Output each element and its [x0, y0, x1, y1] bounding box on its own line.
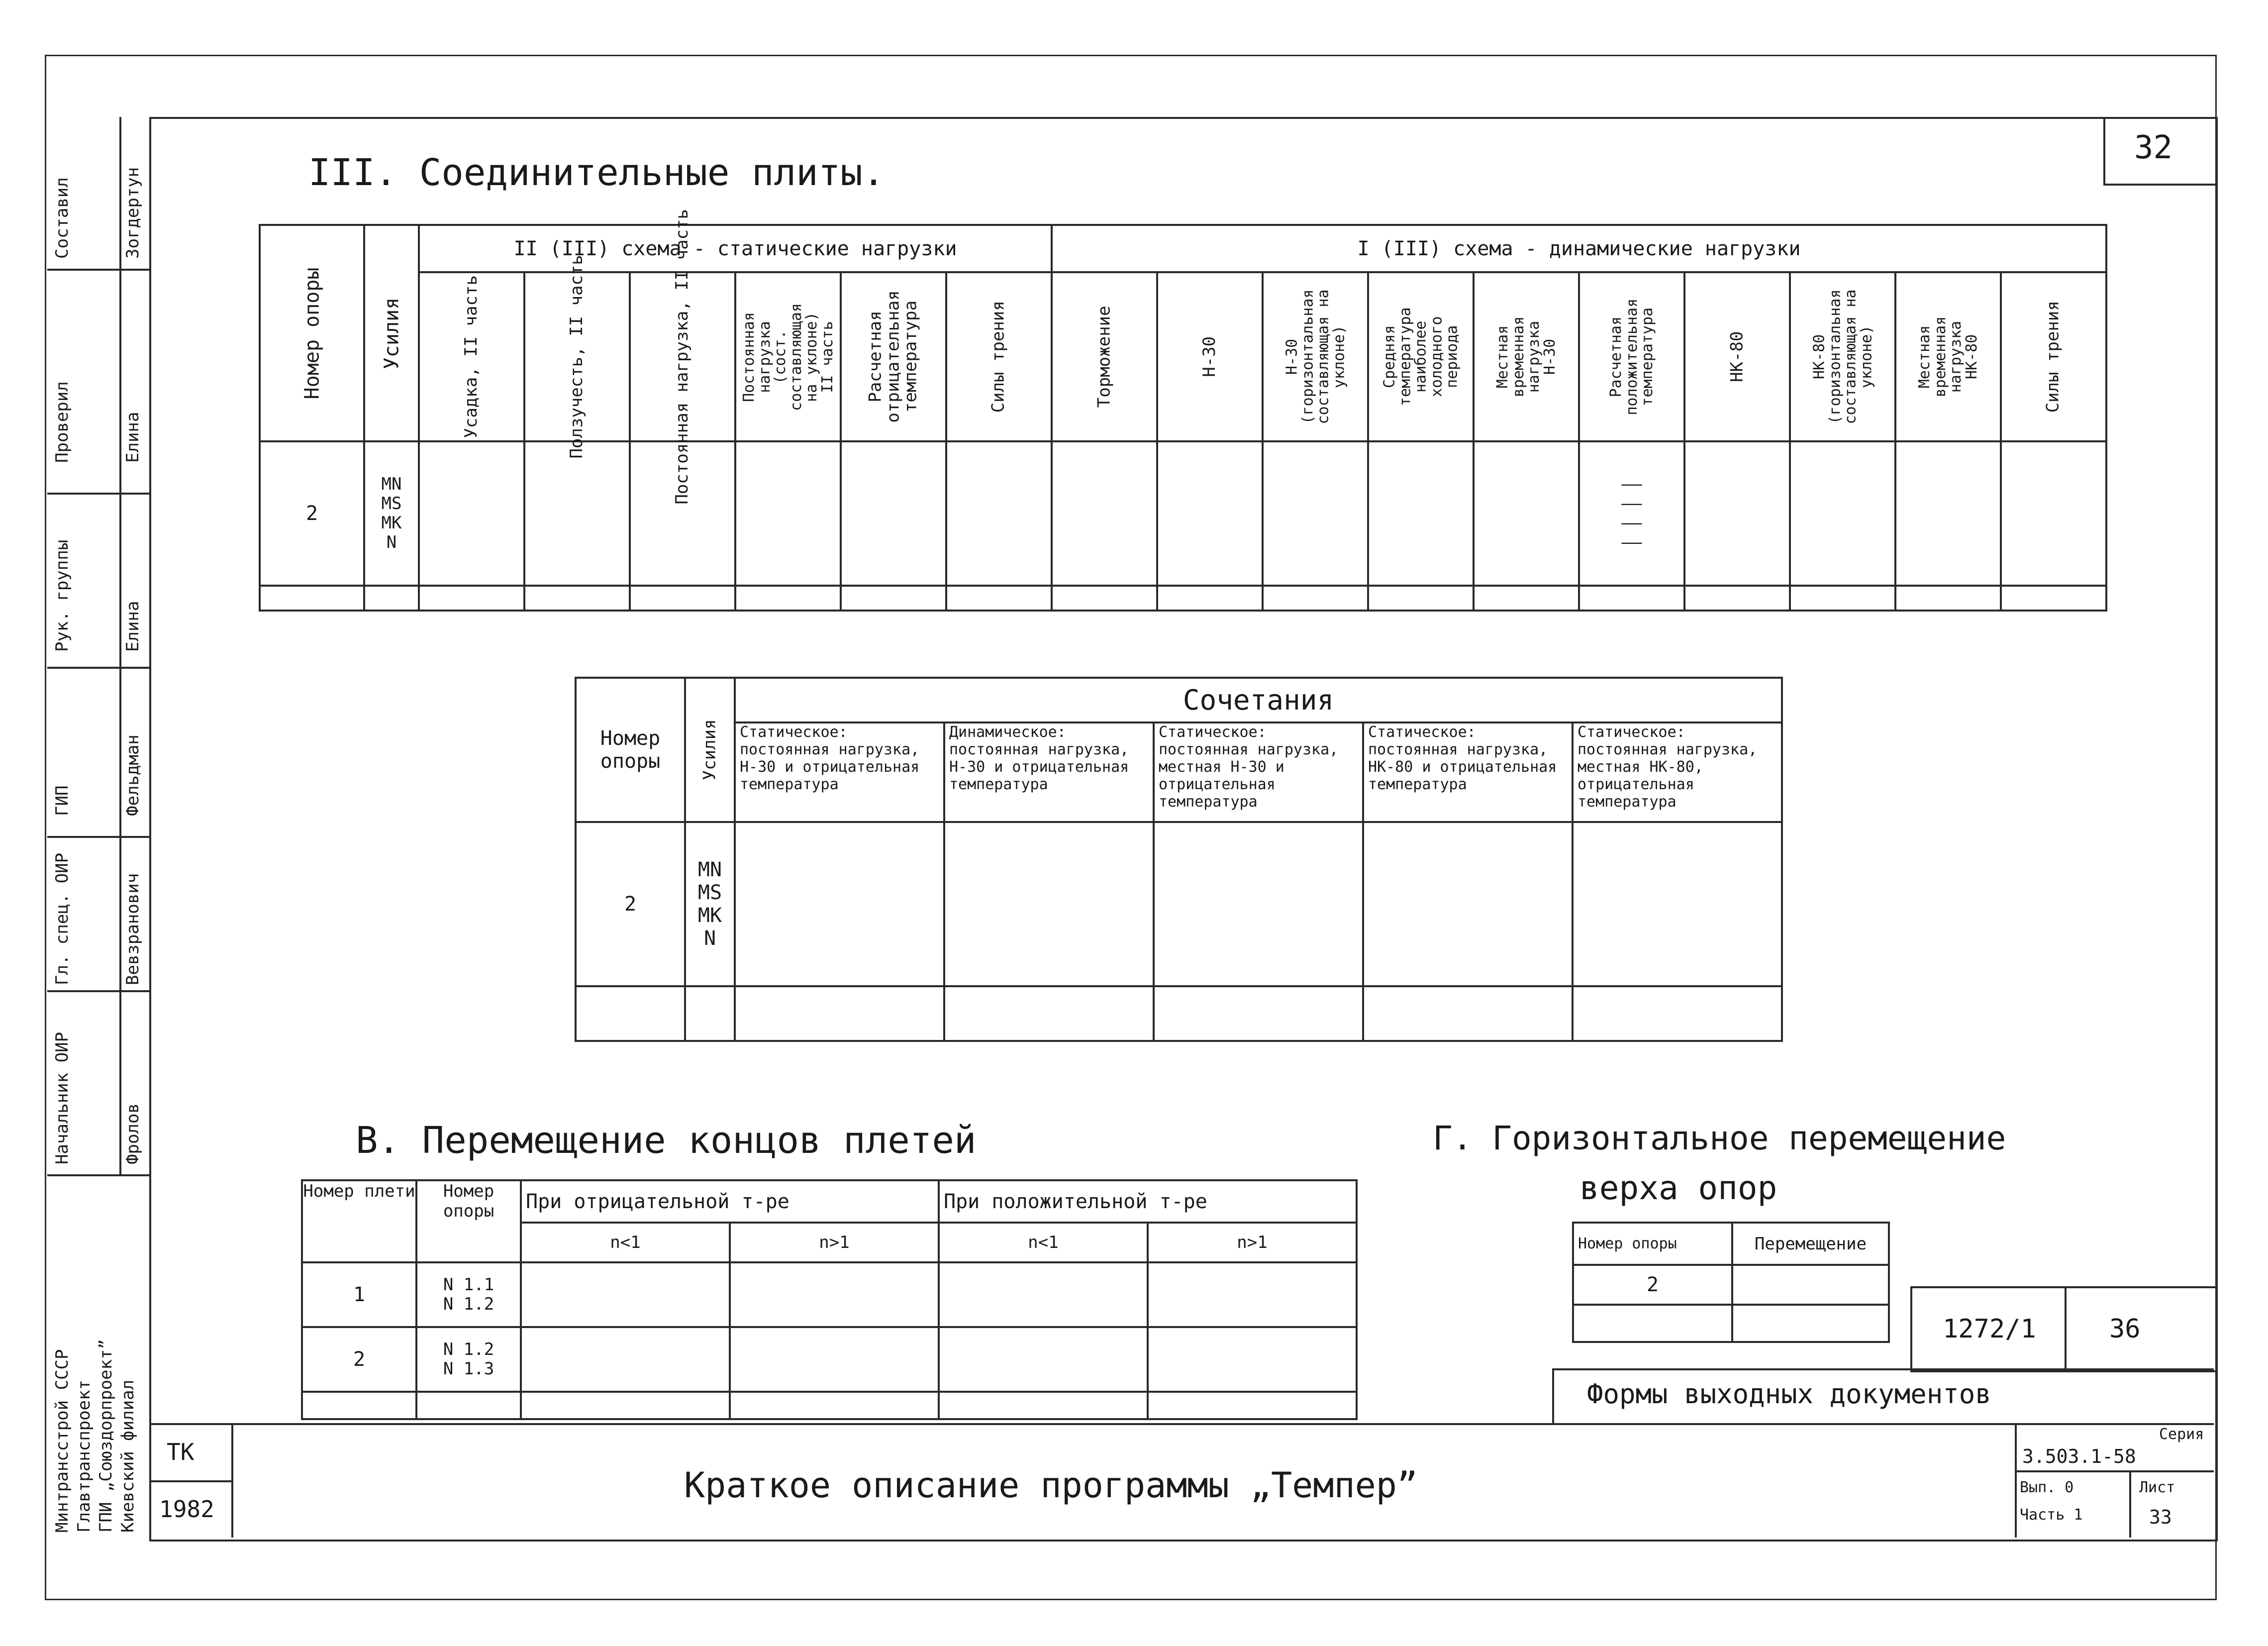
- table-cell: [1157, 441, 1263, 586]
- t1-row-efforts: [364, 441, 419, 586]
- table-cell: [1154, 822, 1363, 986]
- table-cell: [1573, 822, 1782, 986]
- signer-role-2: Проверил: [52, 381, 72, 463]
- side-stamp-sep-6: [47, 1174, 149, 1176]
- table-cell: [419, 586, 524, 611]
- t3-sub-4: n>1: [1148, 1223, 1357, 1262]
- signer-name-3: Елина: [123, 601, 143, 652]
- table-cell: [521, 1262, 730, 1327]
- table-combinations: [575, 677, 1783, 1042]
- t3-row1-whip: 1: [302, 1262, 416, 1327]
- series-value: 3.503.1-58: [2022, 1445, 2136, 1467]
- t2-header: Сочетания: [735, 678, 1782, 722]
- table-cell: [1684, 441, 1790, 586]
- t3-sub-2: n>1: [730, 1223, 939, 1262]
- table-cell: [1474, 586, 1579, 611]
- t2-col-2: Динамическое: постоянная нагрузка, Н-30 и отрицательная температура: [944, 722, 1154, 822]
- table-cell: [1732, 1305, 1889, 1342]
- table-cell: [1573, 986, 1782, 1041]
- t2-col-support: Номер опоры: [576, 678, 685, 822]
- t2-col-4: Статическое: постоянная нагрузка, НК-80 и отрицательная температура: [1363, 722, 1573, 822]
- table-cell: [630, 586, 735, 611]
- t3-row2-whip: 2: [302, 1327, 416, 1392]
- code-box-divider: [2065, 1286, 2067, 1368]
- section-g-title-2: верха опор: [1579, 1169, 1777, 1207]
- table-cell: [685, 986, 735, 1041]
- signer-name-6: Фролов: [123, 1103, 143, 1164]
- table-cell: [946, 586, 1052, 611]
- series-box-mid: [2015, 1470, 2214, 1472]
- table-cell: [944, 986, 1154, 1041]
- t1-dash-cell: —— —— —— ——: [1579, 441, 1684, 586]
- org-line-3: ГПИ „Союздорпроект”: [96, 1339, 116, 1533]
- t2-effort-1: MN: [697, 858, 722, 881]
- t1-dyn-col-7: НК-80: [1684, 272, 1790, 441]
- series-box-left: [2015, 1423, 2017, 1538]
- t3-row2-supports: N 1.2 N 1.3: [416, 1327, 521, 1392]
- table-cell: [302, 1392, 416, 1419]
- table-cell: [1052, 586, 1157, 611]
- table-cell: [841, 586, 946, 611]
- document-main-title: Краткое описание программы „Темпер”: [684, 1465, 1418, 1506]
- t3-neg-temp: При отрицательной т-ре: [521, 1180, 939, 1223]
- side-stamp-divider: [149, 117, 151, 1538]
- table-cell: [1052, 441, 1157, 586]
- part-label: Часть 1: [2020, 1506, 2083, 1524]
- table-cell: [1368, 441, 1474, 586]
- table-cell: [735, 822, 944, 986]
- table-cell: [1148, 1392, 1357, 1419]
- table-cell: [841, 441, 946, 586]
- table-cell: [1263, 441, 1368, 586]
- table-whip-ends: [301, 1179, 1358, 1420]
- t2-effort-4: N: [703, 927, 716, 950]
- section-g-title-1: Г. Горизонтальное перемещение: [1433, 1119, 2006, 1157]
- sheet-number: 36: [2109, 1314, 2141, 1344]
- series-box-divider: [2129, 1470, 2131, 1538]
- signer-name-4: Фельдман: [123, 734, 143, 816]
- side-stamp-sep-5: [47, 990, 149, 992]
- t1-effort-3: MK: [381, 513, 402, 533]
- table-cell: [1157, 586, 1263, 611]
- t3-sub-1: n<1: [521, 1223, 730, 1262]
- t2-col-5: Статическое: постоянная нагрузка, местная НК-80, отрицательная температура: [1573, 722, 1782, 822]
- table-cell: [419, 441, 524, 586]
- page-number: 32: [2134, 129, 2173, 166]
- signer-role-5: Гл. спец. ОИР: [52, 852, 72, 985]
- table-cell: [1579, 586, 1684, 611]
- t1-dyn-col-2: Н-30: [1157, 272, 1263, 441]
- table-row: [302, 1262, 1357, 1327]
- table-cell: [1895, 441, 2001, 586]
- t1-static-col-6: Силы трения: [946, 272, 1052, 441]
- table-cell: [1573, 1305, 1732, 1342]
- table-connecting-plates: [259, 209, 2107, 612]
- t2-effort-3: MK: [697, 904, 722, 927]
- t3-col-whip: Номер плети: [302, 1180, 416, 1262]
- table-cell: [1368, 586, 1474, 611]
- table-cell: [521, 1327, 730, 1392]
- table-cell: [576, 986, 685, 1041]
- t1-dyn-col-9: Местная временная нагрузка НК-80: [1895, 272, 2001, 441]
- side-stamp-sep-4: [47, 836, 149, 838]
- t1-dyn-col-6: Расчетная положительная температура: [1579, 272, 1684, 441]
- t1-col-effort: Усилия: [364, 225, 419, 441]
- table-cell: [416, 1392, 521, 1419]
- table-cell: [1363, 822, 1573, 986]
- t1-dyn-col-3: Н-30 (горизонтальная составляющая на уклоне): [1263, 272, 1368, 441]
- t1-effort-4: N: [386, 532, 397, 553]
- side-stamp-sep-1: [47, 269, 149, 271]
- table-cell: [524, 586, 630, 611]
- table-cell: [730, 1327, 939, 1392]
- table-cell: [260, 586, 364, 611]
- t4-row-support: 2: [1573, 1265, 1732, 1305]
- year-label: 1982: [159, 1496, 214, 1523]
- t1-dyn-col-10: Силы трения: [2001, 272, 2106, 441]
- table-cell: [1148, 1327, 1357, 1392]
- side-stamp-sep-2: [47, 493, 149, 495]
- t1-static-col-3: Постоянная нагрузка, II часть: [630, 272, 735, 441]
- table-cell: [2001, 441, 2106, 586]
- table-cell: [1363, 986, 1573, 1041]
- t1-row-support: 2: [260, 441, 364, 586]
- table-cell: [735, 586, 841, 611]
- signer-name-1: Зогдертун: [123, 167, 143, 259]
- signer-role-1: Составил: [52, 177, 72, 259]
- section-title: III. Соединительные плиты.: [308, 151, 885, 194]
- t3-pos-temp: При положительной т-ре: [939, 1180, 1357, 1223]
- title-block-top: [149, 1423, 2214, 1425]
- table-row: [302, 1327, 1357, 1392]
- t1-dyn-col-5: Местная временная нагрузка Н-30: [1474, 272, 1579, 441]
- forms-title: Формы выходных документов: [1587, 1378, 1991, 1410]
- doc-code: 1272/1: [1943, 1314, 2036, 1344]
- section-v-title: В. Перемещение концов плетей: [356, 1119, 977, 1162]
- list-label: Лист: [2139, 1479, 2175, 1496]
- t3-sub-3: n<1: [939, 1223, 1148, 1262]
- signer-name-5: Вевзранович: [123, 873, 143, 985]
- table-cell: [735, 986, 944, 1041]
- t2-row-support: 2: [576, 822, 685, 986]
- t2-row-efforts: [685, 822, 735, 986]
- table-cell: [1732, 1265, 1889, 1305]
- t1-effort-1: MN: [381, 474, 402, 494]
- t1-static-col-2: Ползучесть, II часть: [524, 272, 630, 441]
- table-cell: [1895, 586, 2001, 611]
- table-cell: [1790, 441, 1895, 586]
- forms-left-line: [1552, 1368, 1554, 1423]
- table-cell: [735, 441, 841, 586]
- t1-group-dynamic: I (III) схема - динамические нагрузки: [1052, 225, 2106, 272]
- table-cell: [939, 1262, 1148, 1327]
- signer-name-2: Елина: [123, 412, 143, 463]
- t3-row1-supports: N 1.1 N 1.2: [416, 1262, 521, 1327]
- table-cell: [1684, 586, 1790, 611]
- t2-effort-2: MS: [697, 881, 722, 904]
- t1-group-static: II (III) схема - статические нагрузки: [419, 225, 1052, 272]
- title-block-sep-left: [231, 1423, 233, 1538]
- table-cell: [2001, 586, 2106, 611]
- t3-col-support: Номер опоры: [416, 1180, 521, 1262]
- issue-label: Вып. 0: [2020, 1479, 2074, 1496]
- signer-role-3: Рук. группы: [52, 539, 72, 652]
- org-line-1: Минтрансстрой СССР: [52, 1349, 72, 1533]
- t1-col-support: Номер опоры: [260, 225, 364, 441]
- t2-col-3: Статическое: постоянная нагрузка, местная Н-30 и отрицательная температура: [1154, 722, 1363, 822]
- list-number: 33: [2149, 1506, 2172, 1528]
- t1-static-col-5: Расчетная отрицательная температура: [841, 272, 946, 441]
- table-cell: [521, 1392, 730, 1419]
- t4-col-move: Перемещение: [1732, 1223, 1889, 1265]
- signer-role-4: ГИП: [52, 785, 72, 816]
- table-cell: [524, 441, 630, 586]
- tk-label: ТК: [167, 1439, 195, 1465]
- table-cell: [1148, 1262, 1357, 1327]
- table-cell: [730, 1262, 939, 1327]
- t2-col-1: Статическое: постоянная нагрузка, Н-30 и отрицательная температура: [735, 722, 944, 822]
- side-stamp-sep-3: [47, 667, 149, 669]
- t1-dyn-col-8: НК-80 (горизонтальная составляющая на уклоне): [1790, 272, 1895, 441]
- table-cell: [939, 1327, 1148, 1392]
- table-cell: [946, 441, 1052, 586]
- forms-top-line: [1552, 1368, 2214, 1370]
- t1-dyn-col-4: Средняя температура наиболее холодного периода: [1368, 272, 1474, 441]
- table-cell: [1154, 986, 1363, 1041]
- table-cell: [1263, 586, 1368, 611]
- table-cell: [730, 1392, 939, 1419]
- series-label: Серия: [2159, 1426, 2204, 1443]
- t1-dyn-col-1: Торможение: [1052, 272, 1157, 441]
- org-line-2: Главтранспроект: [74, 1379, 94, 1533]
- t1-static-col-4: Постоянная нагрузка (сост. составляющая на уклоне) II часть: [735, 272, 841, 441]
- table-cell: [939, 1392, 1148, 1419]
- table-support-top: [1572, 1222, 1890, 1343]
- t1-static-col-1: Усадка, II часть: [419, 272, 524, 441]
- t1-effort-2: MS: [381, 493, 402, 514]
- signer-role-6: Начальник ОИР: [52, 1031, 72, 1164]
- side-stamp-inner: [119, 117, 121, 1174]
- table-cell: [1474, 441, 1579, 586]
- table-cell: [364, 586, 419, 611]
- table-cell: [944, 822, 1154, 986]
- title-block-mid-left: [149, 1480, 231, 1482]
- t2-col-effort: Усилия: [685, 678, 735, 822]
- org-line-4: Киевский филиал: [118, 1379, 138, 1533]
- table-cell: [1790, 586, 1895, 611]
- t4-col-support: Номер опоры: [1573, 1223, 1732, 1265]
